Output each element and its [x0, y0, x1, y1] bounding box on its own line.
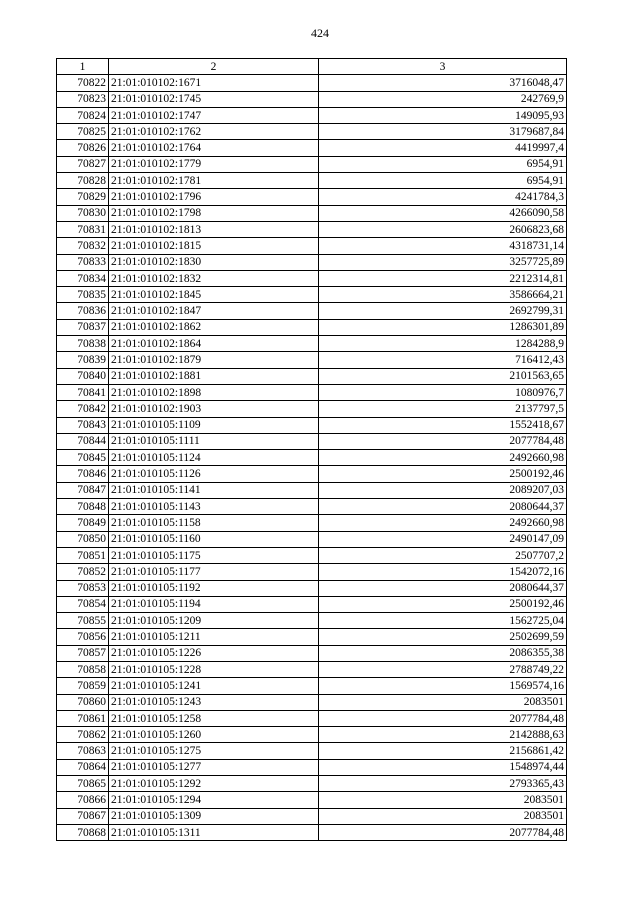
- cadastral-value-cell: 4419997,4: [319, 140, 567, 156]
- table-row: [57, 401, 567, 417]
- cadastral-number-cell: 21:01:010102:1881: [109, 368, 319, 384]
- cadastral-value-cell: 2083501: [319, 694, 567, 710]
- row-number-cell: 70846: [57, 466, 109, 482]
- table-row: [57, 710, 567, 726]
- cadastral-number-cell: 21:01:010102:1747: [109, 107, 319, 123]
- cadastral-number-cell: 21:01:010105:1209: [109, 613, 319, 629]
- cadastral-value-cell: 6954,91: [319, 156, 567, 172]
- row-number-cell: 70855: [57, 613, 109, 629]
- cadastral-number-cell: 21:01:010105:1109: [109, 417, 319, 433]
- table-row: [57, 238, 567, 254]
- table-row: [57, 629, 567, 645]
- cadastral-value-cell: 2490147,09: [319, 531, 567, 547]
- cadastral-value-cell: 2083501: [319, 808, 567, 824]
- column-header-3: 3: [319, 59, 567, 75]
- row-number-cell: 70842: [57, 401, 109, 417]
- row-number-cell: 70860: [57, 694, 109, 710]
- table-row: [57, 515, 567, 531]
- cadastral-number-cell: 21:01:010102:1762: [109, 124, 319, 140]
- cadastral-value-cell: 2507707,2: [319, 547, 567, 563]
- row-number-cell: 70856: [57, 629, 109, 645]
- table-row: [57, 759, 567, 775]
- cadastral-number-cell: 21:01:010105:1309: [109, 808, 319, 824]
- cadastral-value-cell: 2500192,46: [319, 596, 567, 612]
- cadastral-number-cell: 21:01:010102:1764: [109, 140, 319, 156]
- table-row: [57, 75, 567, 91]
- cadastral-value-cell: 2156861,42: [319, 743, 567, 759]
- cadastral-number-cell: 21:01:010102:1903: [109, 401, 319, 417]
- table-row: [57, 433, 567, 449]
- cadastral-value-cell: 4318731,14: [319, 238, 567, 254]
- row-number-cell: 70857: [57, 645, 109, 661]
- row-number-cell: 70837: [57, 319, 109, 335]
- cadastral-number-cell: 21:01:010105:1241: [109, 678, 319, 694]
- cadastral-value-cell: 2077784,48: [319, 710, 567, 726]
- cadastral-number-cell: 21:01:010102:1813: [109, 221, 319, 237]
- row-number-cell: 70865: [57, 776, 109, 792]
- cadastral-value-cell: 2788749,22: [319, 661, 567, 677]
- cadastral-number-cell: 21:01:010105:1175: [109, 547, 319, 563]
- row-number-cell: 70827: [57, 156, 109, 172]
- row-number-cell: 70831: [57, 221, 109, 237]
- row-number-cell: 70845: [57, 450, 109, 466]
- row-number-cell: 70825: [57, 124, 109, 140]
- row-number-cell: 70823: [57, 91, 109, 107]
- cadastral-number-cell: 21:01:010102:1898: [109, 384, 319, 400]
- cadastral-value-cell: 3586664,21: [319, 287, 567, 303]
- table-row: [57, 173, 567, 189]
- table-row: [57, 694, 567, 710]
- table-header-row: [57, 59, 567, 75]
- row-number-cell: 70863: [57, 743, 109, 759]
- table-row: [57, 596, 567, 612]
- cadastral-number-cell: 21:01:010102:1845: [109, 287, 319, 303]
- table-row: [57, 661, 567, 677]
- table-row: [57, 450, 567, 466]
- table-row: [57, 270, 567, 286]
- cadastral-value-cell: 2080644,37: [319, 499, 567, 515]
- cadastral-number-cell: 21:01:010105:1211: [109, 629, 319, 645]
- cadastral-value-cell: 2500192,46: [319, 466, 567, 482]
- table-body: [57, 75, 567, 841]
- table-row: [57, 107, 567, 123]
- table-row: [57, 645, 567, 661]
- cadastral-value-cell: 3716048,47: [319, 75, 567, 91]
- row-number-cell: 70858: [57, 661, 109, 677]
- cadastral-number-cell: 21:01:010105:1126: [109, 466, 319, 482]
- table-row: [57, 499, 567, 515]
- cadastral-value-cell: 2137797,5: [319, 401, 567, 417]
- cadastral-value-cell: 149095,93: [319, 107, 567, 123]
- cadastral-value-cell: 2089207,03: [319, 482, 567, 498]
- table-row: [57, 466, 567, 482]
- cadastral-value-cell: 3179687,84: [319, 124, 567, 140]
- cadastral-value-cell: 1284288,9: [319, 336, 567, 352]
- cadastral-value-cell: 1548974,44: [319, 759, 567, 775]
- table-row: [57, 156, 567, 172]
- table-row: [57, 678, 567, 694]
- cadastral-number-cell: 21:01:010105:1243: [109, 694, 319, 710]
- row-number-cell: 70822: [57, 75, 109, 91]
- cadastral-number-cell: 21:01:010102:1879: [109, 352, 319, 368]
- cadastral-value-cell: 2086355,38: [319, 645, 567, 661]
- table-row: [57, 352, 567, 368]
- cadastral-number-cell: 21:01:010105:1158: [109, 515, 319, 531]
- table-row: [57, 287, 567, 303]
- table-row: [57, 808, 567, 824]
- cadastral-number-cell: 21:01:010102:1671: [109, 75, 319, 91]
- table-row: [57, 368, 567, 384]
- row-number-cell: 70850: [57, 531, 109, 547]
- row-number-cell: 70861: [57, 710, 109, 726]
- page-number: 424: [311, 26, 329, 40]
- cadastral-value-cell: 2492660,98: [319, 450, 567, 466]
- cadastral-value-cell: 242769,9: [319, 91, 567, 107]
- row-number-cell: 70847: [57, 482, 109, 498]
- cadastral-number-cell: 21:01:010105:1292: [109, 776, 319, 792]
- cadastral-value-cell: 2212314,81: [319, 270, 567, 286]
- cadastral-number-cell: 21:01:010105:1194: [109, 596, 319, 612]
- row-number-cell: 70841: [57, 384, 109, 400]
- cadastral-number-cell: 21:01:010102:1781: [109, 173, 319, 189]
- row-number-cell: 70862: [57, 727, 109, 743]
- table-row: [57, 319, 567, 335]
- row-number-cell: 70854: [57, 596, 109, 612]
- cadastral-number-cell: 21:01:010105:1228: [109, 661, 319, 677]
- cadastral-number-cell: 21:01:010105:1258: [109, 710, 319, 726]
- table-row: [57, 221, 567, 237]
- cadastral-value-cell: 1080976,7: [319, 384, 567, 400]
- row-number-cell: 70851: [57, 547, 109, 563]
- cadastral-number-cell: 21:01:010105:1141: [109, 482, 319, 498]
- table-row: [57, 140, 567, 156]
- cadastral-value-cell: 4241784,3: [319, 189, 567, 205]
- cadastral-number-cell: 21:01:010102:1796: [109, 189, 319, 205]
- row-number-cell: 70868: [57, 824, 109, 840]
- cadastral-value-cell: 2101563,65: [319, 368, 567, 384]
- table-row: [57, 417, 567, 433]
- cadastral-number-cell: 21:01:010105:1192: [109, 580, 319, 596]
- row-number-cell: 70835: [57, 287, 109, 303]
- row-number-cell: 70866: [57, 792, 109, 808]
- cadastral-number-cell: 21:01:010102:1798: [109, 205, 319, 221]
- row-number-cell: 70839: [57, 352, 109, 368]
- cadastral-number-cell: 21:01:010105:1160: [109, 531, 319, 547]
- table-row: [57, 189, 567, 205]
- row-number-cell: 70833: [57, 254, 109, 270]
- table-row: [57, 303, 567, 319]
- table-row: [57, 205, 567, 221]
- cadastral-value-cell: 2142888,63: [319, 727, 567, 743]
- table-row: [57, 124, 567, 140]
- row-number-cell: 70840: [57, 368, 109, 384]
- table-row: [57, 613, 567, 629]
- cadastral-value-cell: 1562725,04: [319, 613, 567, 629]
- cadastral-number-cell: 21:01:010102:1862: [109, 319, 319, 335]
- table-row: [57, 792, 567, 808]
- row-number-cell: 70844: [57, 433, 109, 449]
- cadastral-value-cell: 6954,91: [319, 173, 567, 189]
- row-number-cell: 70852: [57, 564, 109, 580]
- row-number-cell: 70836: [57, 303, 109, 319]
- cadastral-value-cell: 2080644,37: [319, 580, 567, 596]
- table-row: [57, 776, 567, 792]
- row-number-cell: 70824: [57, 107, 109, 123]
- cadastral-value-cell: 1542072,16: [319, 564, 567, 580]
- cadastral-value-table: [56, 58, 567, 841]
- cadastral-number-cell: 21:01:010102:1745: [109, 91, 319, 107]
- column-header-2: 2: [109, 59, 319, 75]
- table-row: [57, 743, 567, 759]
- table-row: [57, 482, 567, 498]
- cadastral-value-cell: 2077784,48: [319, 433, 567, 449]
- cadastral-number-cell: 21:01:010105:1311: [109, 824, 319, 840]
- cadastral-value-cell: 2083501: [319, 792, 567, 808]
- row-number-cell: 70838: [57, 336, 109, 352]
- cadastral-value-cell: 1286301,89: [319, 319, 567, 335]
- row-number-cell: 70853: [57, 580, 109, 596]
- cadastral-value-cell: 2606823,68: [319, 221, 567, 237]
- table-row: [57, 336, 567, 352]
- row-number-cell: 70864: [57, 759, 109, 775]
- cadastral-value-cell: 1552418,67: [319, 417, 567, 433]
- cadastral-number-cell: 21:01:010102:1832: [109, 270, 319, 286]
- column-header-1: 1: [57, 59, 109, 75]
- cadastral-number-cell: 21:01:010105:1143: [109, 499, 319, 515]
- cadastral-value-cell: 2492660,98: [319, 515, 567, 531]
- cadastral-number-cell: 21:01:010105:1277: [109, 759, 319, 775]
- cadastral-number-cell: 21:01:010102:1815: [109, 238, 319, 254]
- row-number-cell: 70830: [57, 205, 109, 221]
- table-row: [57, 564, 567, 580]
- table-row: [57, 824, 567, 840]
- cadastral-value-cell: 4266090,58: [319, 205, 567, 221]
- row-number-cell: 70832: [57, 238, 109, 254]
- cadastral-number-cell: 21:01:010105:1111: [109, 433, 319, 449]
- table-row: [57, 531, 567, 547]
- row-number-cell: 70848: [57, 499, 109, 515]
- cadastral-number-cell: 21:01:010105:1124: [109, 450, 319, 466]
- cadastral-value-cell: 2077784,48: [319, 824, 567, 840]
- cadastral-number-cell: 21:01:010105:1294: [109, 792, 319, 808]
- row-number-cell: 70829: [57, 189, 109, 205]
- cadastral-number-cell: 21:01:010102:1847: [109, 303, 319, 319]
- cadastral-number-cell: 21:01:010105:1226: [109, 645, 319, 661]
- table-row: [57, 727, 567, 743]
- row-number-cell: 70843: [57, 417, 109, 433]
- table-row: [57, 547, 567, 563]
- row-number-cell: 70826: [57, 140, 109, 156]
- row-number-cell: 70849: [57, 515, 109, 531]
- cadastral-value-cell: 2793365,43: [319, 776, 567, 792]
- table-row: [57, 384, 567, 400]
- cadastral-value-cell: 2692799,31: [319, 303, 567, 319]
- cadastral-value-cell: 2502699,59: [319, 629, 567, 645]
- table-row: [57, 91, 567, 107]
- cadastral-value-cell: 716412,43: [319, 352, 567, 368]
- row-number-cell: 70867: [57, 808, 109, 824]
- cadastral-number-cell: 21:01:010102:1830: [109, 254, 319, 270]
- table-row: [57, 254, 567, 270]
- cadastral-number-cell: 21:01:010105:1260: [109, 727, 319, 743]
- cadastral-value-cell: 1569574,16: [319, 678, 567, 694]
- row-number-cell: 70828: [57, 173, 109, 189]
- cadastral-number-cell: 21:01:010102:1864: [109, 336, 319, 352]
- row-number-cell: 70834: [57, 270, 109, 286]
- cadastral-number-cell: 21:01:010102:1779: [109, 156, 319, 172]
- row-number-cell: 70859: [57, 678, 109, 694]
- cadastral-number-cell: 21:01:010105:1177: [109, 564, 319, 580]
- cadastral-value-cell: 3257725,89: [319, 254, 567, 270]
- table-row: [57, 580, 567, 596]
- cadastral-number-cell: 21:01:010105:1275: [109, 743, 319, 759]
